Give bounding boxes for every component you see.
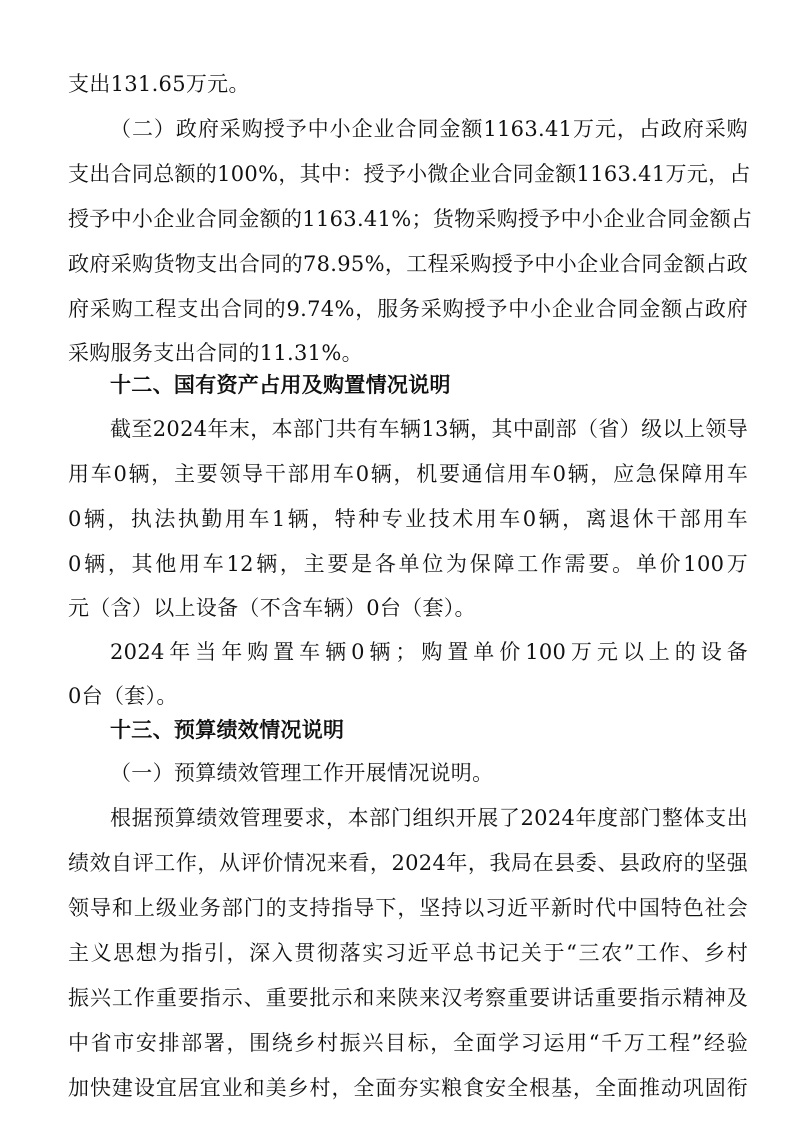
paragraph-line: （二）政府采购授予中小企业合同金额1163.41万元，占政府采购 xyxy=(110,117,748,141)
paragraph-line: 采购服务支出合同的11.31%。 xyxy=(68,341,363,365)
paragraph-line: 元（含）以上设备（不含车辆）0台（套）。 xyxy=(68,596,476,620)
paragraph-line: 用车0辆，主要领导干部用车0辆，机要通信用车0辆，应急保障用车 xyxy=(68,462,748,486)
paragraph-line: 绩效自评工作，从评价情况来看，2024年，我局在县委、县政府的坚强 xyxy=(68,851,748,875)
subsection-heading: （一）预算绩效管理工作开展情况说明。 xyxy=(110,761,494,785)
paragraph-line: 领导和上级业务部门的支持指导下，坚持以习近平新时代中国特色社会 xyxy=(68,896,748,920)
paragraph-line: 0台（套）。 xyxy=(68,684,178,708)
paragraph-line: 主义思想为指引，深入贯彻落实习近平总书记关于“三农”工作、乡村 xyxy=(68,941,748,965)
paragraph-line: 0辆，执法执勤用车1辆，特种专业技术用车0辆，离退休干部用车 xyxy=(68,507,748,531)
paragraph-line: 2024年当年购置车辆0辆；购置单价100万元以上的设备 xyxy=(110,640,748,664)
paragraph-line: 根据预算绩效管理要求，本部门组织开展了2024年度部门整体支出 xyxy=(110,806,748,830)
paragraph-line: 加快建设宜居宜业和美乡村，全面夯实粮食安全根基，全面推动巩固衔 xyxy=(68,1076,748,1100)
paragraph-line: 政府采购货物支出合同的78.95%，工程采购授予中小企业合同金额占政 xyxy=(68,252,748,276)
paragraph-line: 府采购工程支出合同的9.74%，服务采购授予中小企业合同金额占政府 xyxy=(68,297,748,321)
paragraph-line: 中省市安排部署，围绕乡村振兴目标，全面学习运用“千万工程”经验 xyxy=(68,1031,748,1055)
paragraph-line: 截至2024年末，本部门共有车辆13辆，其中副部（省）级以上领导 xyxy=(110,417,748,441)
section-heading: 十二、国有资产占用及购置情况说明 xyxy=(110,373,451,397)
paragraph-line: 0辆，其他用车12辆，主要是各单位为保障工作需要。单价100万 xyxy=(68,552,748,576)
paragraph-line: 支出131.65万元。 xyxy=(68,72,250,96)
paragraph-line: 授予中小企业合同金额的1163.41%；货物采购授予中小企业合同金额占 xyxy=(68,207,753,231)
paragraph-line: 支出合同总额的100%，其中：授予小微企业合同金额1163.41万元，占 xyxy=(68,162,751,186)
paragraph-line: 振兴工作重要指示、重要批示和来陕来汉考察重要讲话重要指示精神及 xyxy=(68,986,748,1010)
section-heading: 十三、预算绩效情况说明 xyxy=(110,718,345,742)
